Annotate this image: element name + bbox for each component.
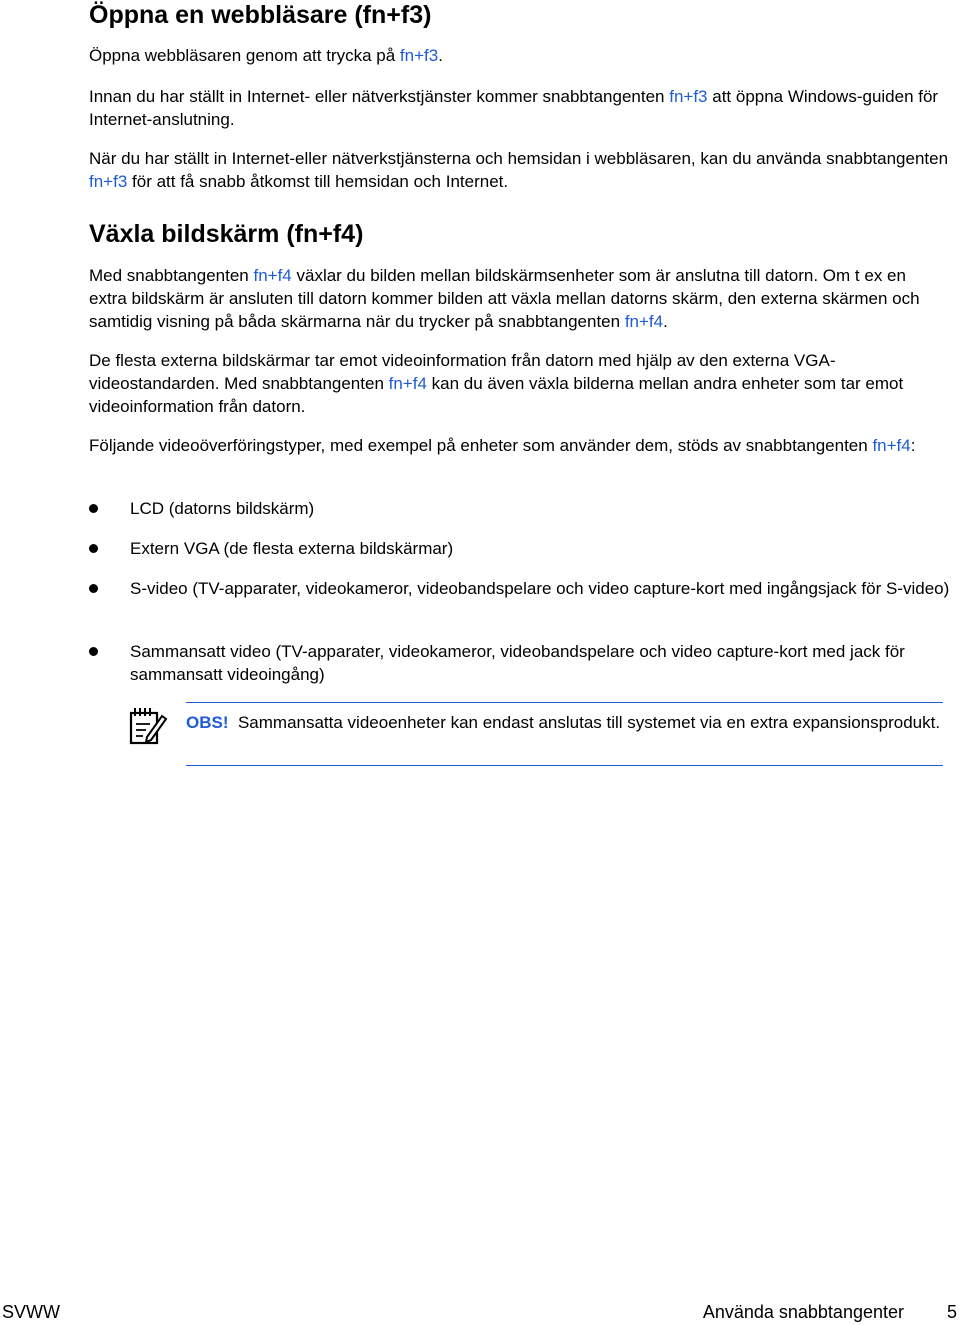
hotkey: fn+f4	[253, 266, 292, 285]
paragraph-text: kan du även växla bilderna mellan andra enheter som tar emot videoinformation från datorn.	[89, 374, 904, 416]
hotkey: fn+f4	[388, 374, 427, 393]
page-footer	[0, 1300, 960, 1325]
paragraph-text: .	[663, 312, 668, 331]
paragraph	[89, 85, 949, 131]
paragraph	[89, 147, 949, 193]
paragraph-text: Innan du har ställt in Internet- eller nätverkstjänster kommer snabbtangenten	[89, 87, 670, 106]
hotkey: fn+f4	[624, 312, 664, 331]
paragraph-text: När du har ställt in Internet-eller nätverkstjänsterna och hemsidan i webbläsaren, kan du använda snabbtangenten	[89, 149, 949, 168]
section-heading-display: Växla bildskärm (fn+f4)	[89, 220, 364, 248]
note-box	[186, 702, 943, 766]
list-item-text: Sammansatt video (TV-apparater, videokameror, videobandspelare och video capture-kort med jack för sammansatt videoingång)	[130, 642, 905, 684]
note-body	[186, 711, 943, 734]
paragraph-text: Följande videoöverföringstyper, med exempel på enheter som använder dem, stöds av snabbtangenten	[89, 436, 873, 455]
paragraph	[89, 264, 944, 333]
list-item-text: LCD (datorns bildskärm)	[130, 499, 315, 518]
footer-chapter-title: Använda snabbtangenter	[702, 1302, 904, 1322]
paragraph-text: Öppna webbläsaren genom att trycka på	[89, 46, 400, 65]
paragraph-text: växlar du bilden mellan bildskärmsenheter som är anslutna till datorn. Om t ex en extra bildskärm är ansluten till datorn kommer bilden att växla mellan datorns skärm, den externa skärmen och samtidig visning på båda skärmarna när du trycker på snabbtangenten	[89, 266, 920, 331]
paragraph-text: De flesta externa bildskärmar tar emot videoinformation från datorn med hjälp av den externa VGA-videostandarden. Med snabbtangenten	[89, 351, 836, 393]
paragraph-text: Med snabbtangenten	[89, 266, 254, 285]
section-heading-browser: Öppna en webbläsare (fn+f3)	[89, 1, 432, 29]
paragraph	[89, 44, 949, 67]
paragraph-text: :	[910, 436, 916, 455]
note-label: OBS!	[186, 713, 229, 732]
bullet-dot-icon	[89, 584, 98, 593]
paragraph-text: för att få snabb åtkomst till hemsidan och Internet.	[127, 172, 509, 191]
footer-doc-code: SVWW	[2, 1302, 60, 1322]
list-item-text: S-video (TV-apparater, videokameror, videobandspelare och video capture-kort med ingångsjack för S-video)	[130, 579, 950, 598]
bullet-dot-icon	[89, 504, 98, 513]
page-number: 5	[946, 1302, 957, 1322]
paragraph	[89, 349, 949, 418]
note-pad-pencil-icon	[128, 704, 168, 746]
paragraph-text: att öppna Windows-guiden för Internet-anslutning.	[89, 87, 939, 129]
list-item-text: Extern VGA (de flesta externa bildskärmar)	[130, 539, 454, 558]
hotkey: fn+f3	[669, 87, 708, 106]
paragraph-text: .	[438, 46, 443, 65]
hotkey: fn+f3	[89, 172, 128, 191]
paragraph	[89, 434, 949, 457]
hotkey: fn+f4	[872, 436, 911, 455]
bullet-dot-icon	[89, 544, 98, 553]
bullet-dot-icon	[89, 647, 98, 656]
hotkey: fn+f3	[399, 46, 439, 65]
note-text: Sammansatta videoenheter kan endast anslutas till systemet via en extra expansionsprodukt.	[237, 713, 941, 732]
